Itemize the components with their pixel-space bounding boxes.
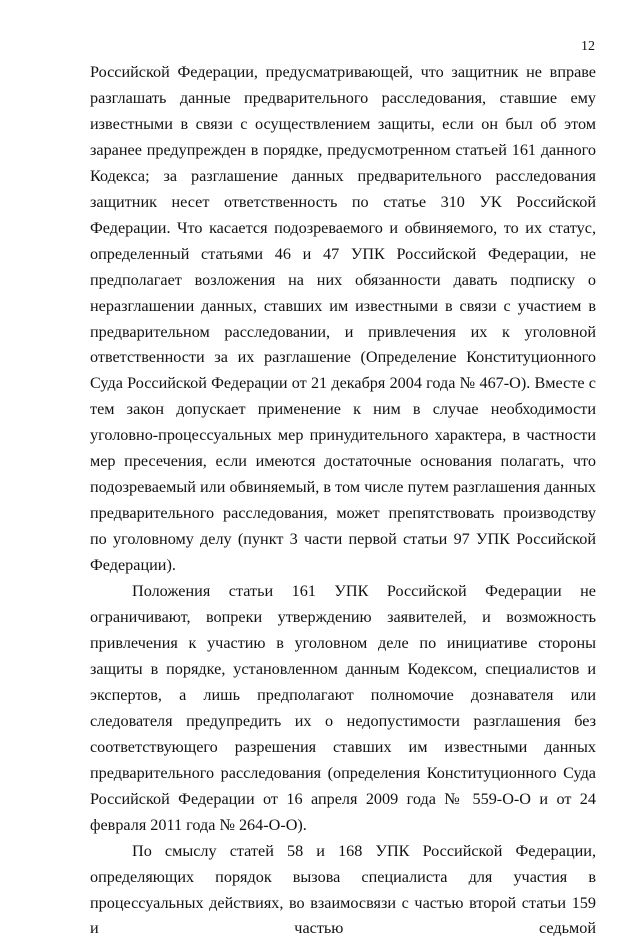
paragraph: По смыслу статей 58 и 168 УПК Российской Федерации, определяющих порядок вызова специалиста для участия в процессуальных действиях, во взаимосвязи с частью второй статьи 159 и частью седьмой	[90, 841, 596, 938]
paragraph: Положения статьи 161 УПК Российской Федерации не ограничивают, вопреки утверждению заявителей, и возможность привлечения к участию в уголовном деле по инициативе стороны защиты в порядке, установленном данным Кодексом, специалистов и экспертов, а лишь предполагают полномочие дознавателя или следователя предупредить их о недопустимости разглашения без соответствующего разрешения ставших им известными данных предварительного расследования (определения Конституционного Суда Российской Федерации от 16 апреля 2009 года № 559-О-О и от 24 февраля 2011 года № 264-О-О).	[90, 582, 596, 834]
page-number: 12	[581, 39, 595, 54]
paragraph: Российской Федерации, предусматривающей, что защитник не вправе разглашать данные предварительного расследования, ставшие ему известными в связи с осуществлением защиты, если он был об этом заранее предупрежден в порядке, предусмотренном статьей 161 данного Кодекса; за разглашение данных предварительного расследования защитник несет ответственность по статье 310 УК Российской Федерации. Что касается подозреваемого и обвиняемого, то их статус, определенный статьями 46 и 47 УПК Российской Федерации, не предполагает возложения на них обязанности давать подписку о неразглашении данных, ставших им известными в связи с участием в предварительном расследовании, и привлечения их к уголовной ответственности за их разглашение (Определение Конституционного Суда Российской Федерации от 21 декабря 2004 года № 467-О). Вместе с тем закон допускает применение к ним в случае необходимости уголовно-процессуальных мер принудительного характера, в частности мер пресечения, если имеются достаточные основания полагать, что подозреваемый или обвиняемый, в том числе путем разглашения данных предварительного расследования, может препятствовать производству по уголовному делу (пункт 3 части первой статьи 97 УПК Российской Федерации).	[90, 63, 596, 575]
body-text	[90, 60, 596, 942]
